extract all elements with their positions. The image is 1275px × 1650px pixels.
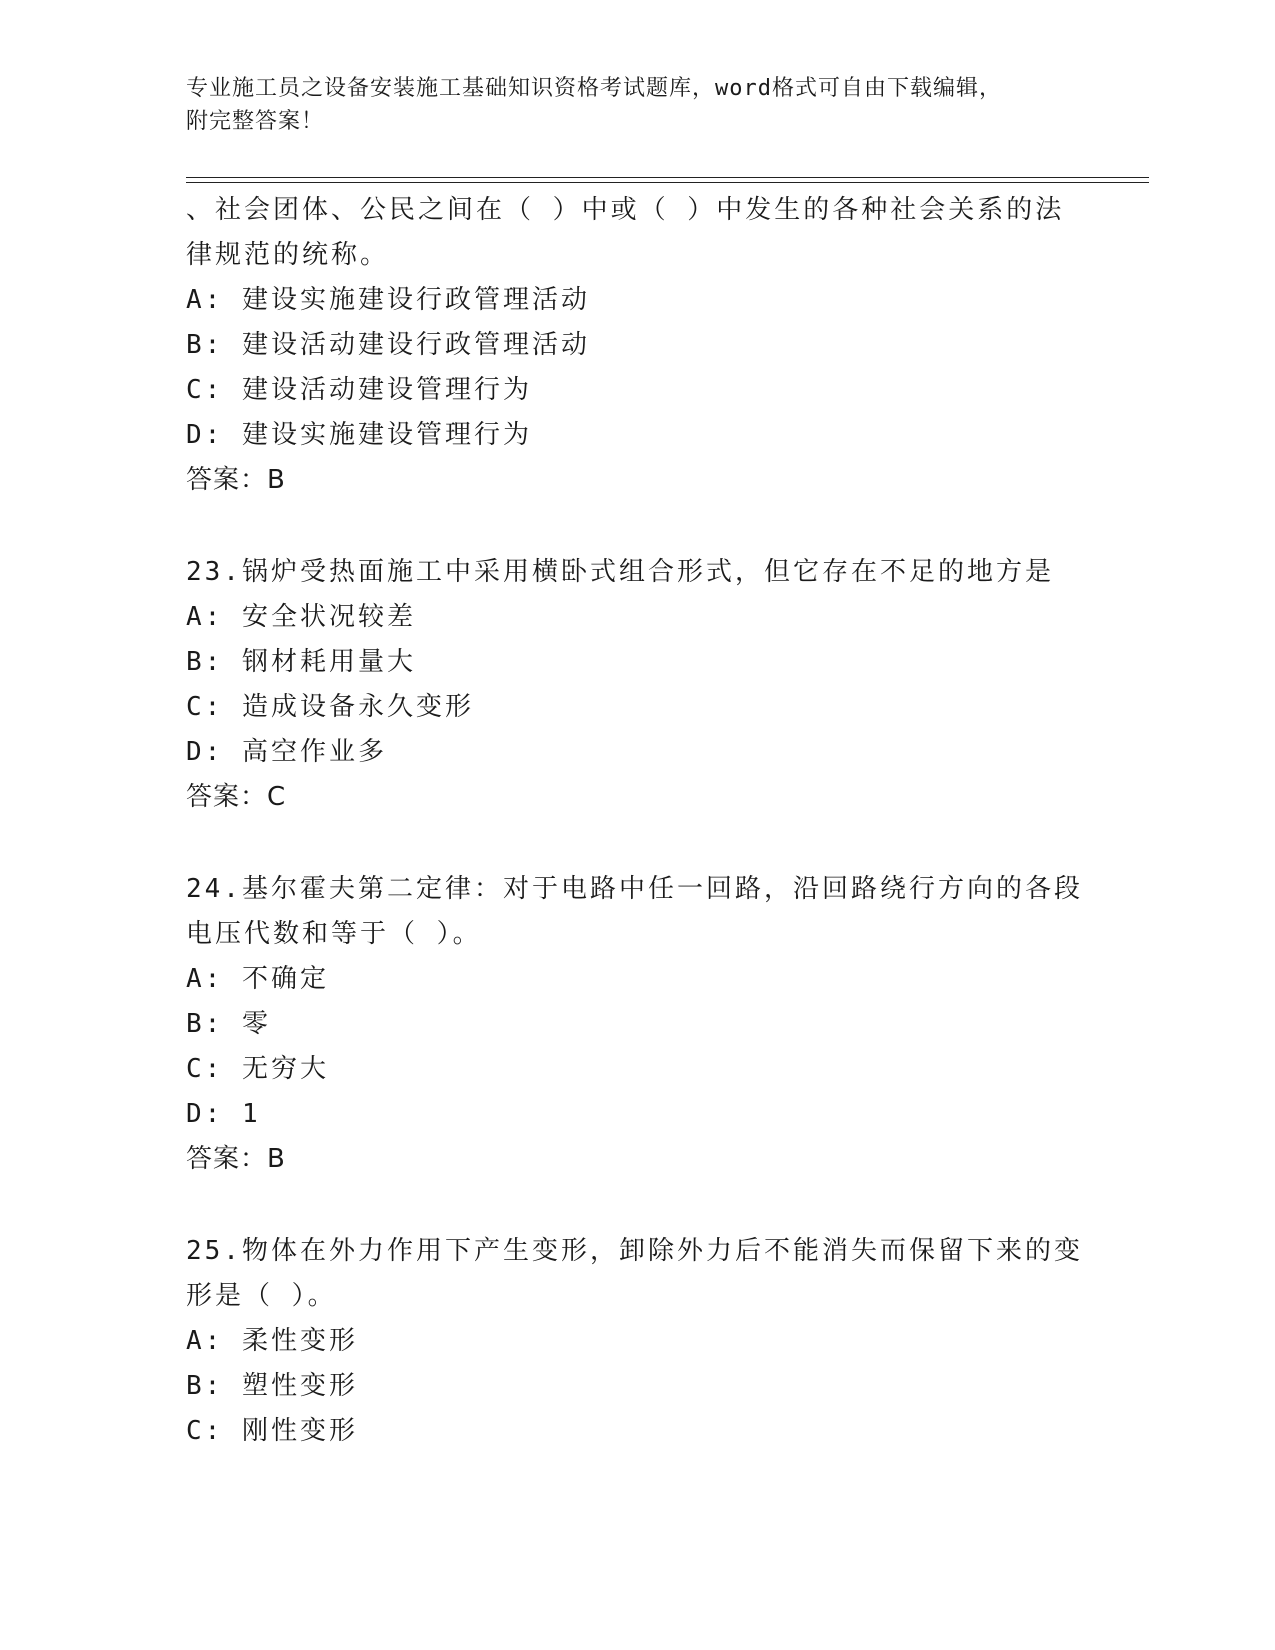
spacer	[186, 1182, 1086, 1229]
header-line-1: 专业施工员之设备安装施工基础知识资格考试题库，word格式可自由下载编辑，	[186, 76, 1002, 101]
question-text-line: 24.基尔霍夫第二定律：对于电路中任一回路，沿回路绕行方向的各段	[186, 874, 1083, 904]
option-b: B: 塑性变形	[186, 1371, 358, 1401]
option-d: D: 建设实施建设管理行为	[186, 420, 532, 450]
question-25	[186, 1229, 1086, 1454]
spacer	[186, 820, 1086, 867]
question-text-line: 电压代数和等于（ ）。	[186, 919, 482, 949]
header-divider-top	[186, 177, 1149, 178]
header-line-2: 附完整答案！	[186, 109, 325, 134]
option-c: C: 建设活动建设管理行为	[186, 375, 532, 405]
question-text-line: 形是（ ）。	[186, 1281, 337, 1311]
option-c: C: 刚性变形	[186, 1416, 358, 1446]
option-a: A: 柔性变形	[186, 1326, 358, 1356]
option-c: C: 无穷大	[186, 1054, 329, 1084]
option-a: A: 建设实施建设行政管理活动	[186, 285, 590, 315]
question-text-line: 、社会团体、公民之间在（ ）中或（ ）中发生的各种社会关系的法	[186, 195, 1065, 225]
header-divider-bottom	[186, 182, 1149, 183]
answer-label: 答案：B	[186, 465, 286, 495]
option-d: D: 1	[186, 1099, 261, 1129]
answer-label: 答案：B	[186, 1144, 286, 1174]
question-text-line: 律规范的统称。	[186, 240, 390, 270]
question-22	[186, 188, 1086, 503]
option-c: C: 造成设备永久变形	[186, 692, 474, 722]
document-header	[186, 72, 1086, 138]
option-b: B: 零	[186, 1009, 271, 1039]
option-a: A: 安全状况较差	[186, 602, 416, 632]
option-a: A: 不确定	[186, 964, 329, 994]
question-list	[186, 188, 1086, 1454]
option-b: B: 建设活动建设行政管理活动	[186, 330, 590, 360]
question-text-line: 23.锅炉受热面施工中采用横卧式组合形式，但它存在不足的地方是	[186, 557, 1054, 587]
option-b: B: 钢材耗用量大	[186, 647, 416, 677]
option-d: D: 高空作业多	[186, 737, 387, 767]
question-23	[186, 550, 1086, 820]
question-text-line: 25.物体在外力作用下产生变形，卸除外力后不能消失而保留下来的变	[186, 1236, 1083, 1266]
spacer	[186, 503, 1086, 550]
question-24	[186, 867, 1086, 1182]
answer-label: 答案：C	[186, 782, 287, 812]
